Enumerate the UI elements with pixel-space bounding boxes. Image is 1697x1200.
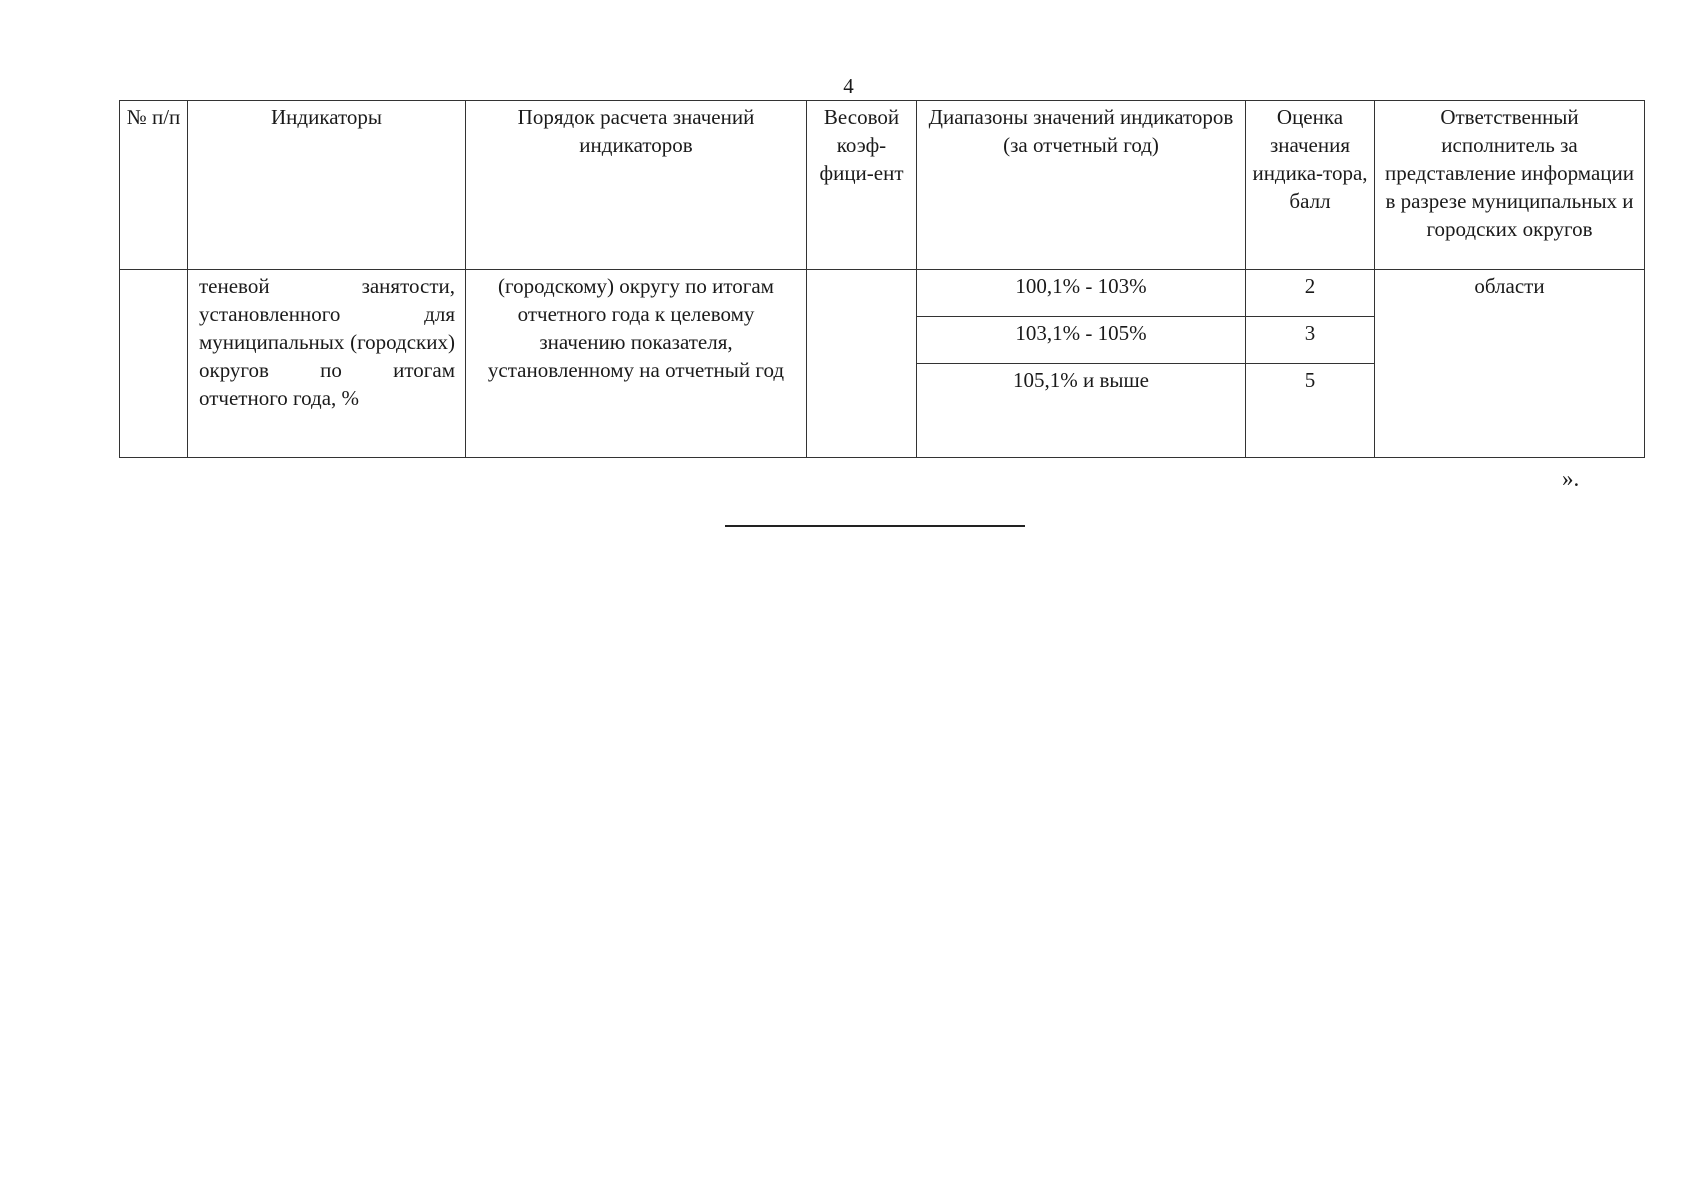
header-indicators: Индикаторы [188,101,466,270]
range-cell: 105,1% и выше [917,364,1246,458]
header-num: № п/п [120,101,188,270]
header-ranges: Диапазоны значений индикаторов (за отчетный год) [917,101,1246,270]
range-cell: 100,1% - 103% [917,270,1246,317]
score-cell: 3 [1246,317,1375,364]
header-score: Оценка значения индика-тора, балл [1246,101,1375,270]
end-rule-divider [725,525,1025,527]
score-cell: 5 [1246,364,1375,458]
table-row [120,270,1645,317]
closing-quote: ». [1562,466,1580,491]
range-cell: 103,1% - 105% [917,317,1246,364]
header-calc-order: Порядок расчета значений индикаторов [466,101,807,270]
cell-indicator: теневой занятости, установленного для муниципальных (городских) округов по итогам отчетного года, % [188,270,466,458]
cell-num [120,270,188,458]
page-number: 4 [843,74,854,98]
cell-weight [807,270,917,458]
indicators-table [119,100,1645,458]
header-weight: Весовой коэф-фици-ент [807,101,917,270]
header-responsible: Ответственный исполнитель за представление информации в разрезе муниципальных и городских округов [1375,101,1645,270]
score-cell: 2 [1246,270,1375,317]
table-header-row [120,101,1645,270]
cell-responsible: области [1375,270,1645,458]
cell-calc-order: (городскому) округу по итогам отчетного года к целевому значению показателя, установленному на отчетный год [466,270,807,458]
